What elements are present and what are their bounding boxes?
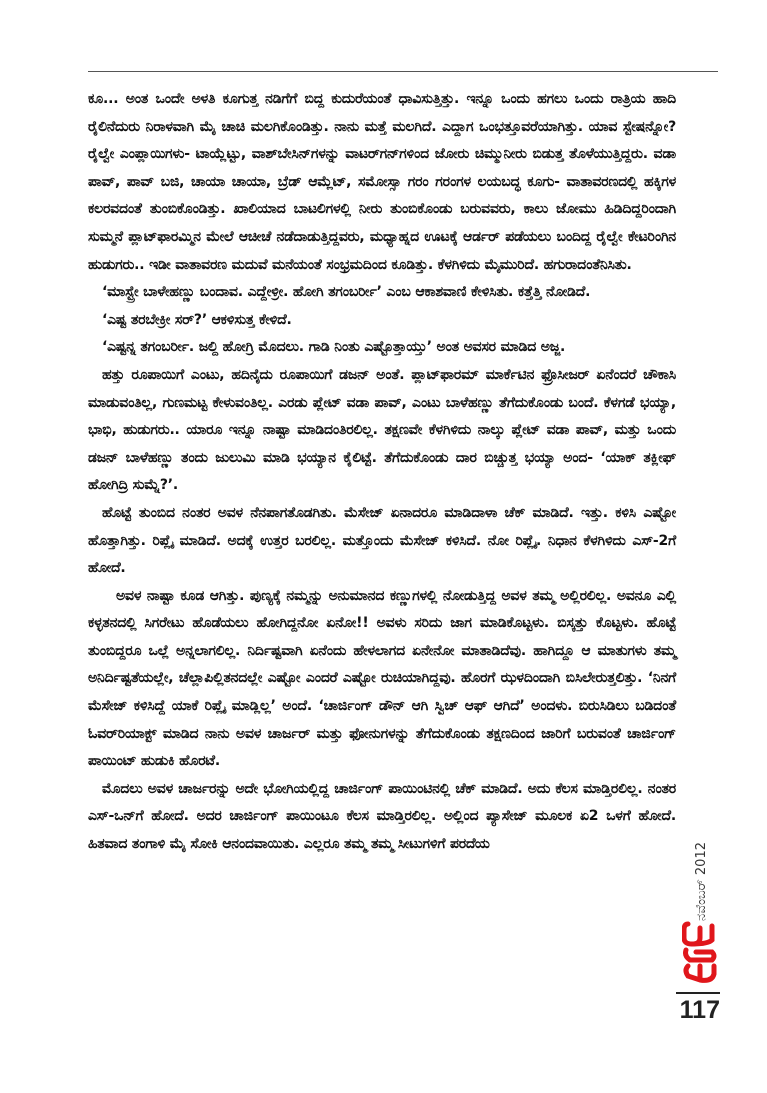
article-body [88,86,676,859]
magazine-logo-mark [682,920,720,986]
paragraph: ‘ಎಷ್ಟನ್ನ ತಗಂಬರ್ರೀ. ಜಲ್ದಿ ಹೋಗ್ರಿ ಮೊದಲು. ಗಾಡಿ ನಿಂತು ಎಷ್ಟೊತ್ತಾಯ್ತು’ ಅಂತ ಅವಸರ ಮಾಡಿದ ಅಜ್ಜ. [102,339,566,356]
paragraph: ಕೂ... ಅಂತ ಒಂದೇ ಅಳತಿ ಕೂಗುತ್ತ ನಡಿಗೆಗೆ ಬಿದ್ದ ಕುದುರೆಯಂತೆ ಧಾವಿಸುತ್ತಿತ್ತು. ಇನ್ನೂ ಒಂದು ಹಗಲು ಒಂದು ರಾತ್ರಿಯ ಹಾದಿ ರೈಲಿನೆದುರು ನಿರಾಳವಾಗಿ ಮೈ ಚಾಚಿ ಮಲಗಿಕೊಂಡಿತ್ತು. ನಾನು ಮತ್ತೆ ಮಲಗಿದೆ. ಎದ್ದಾಗ ಒಂಭತ್ತೂವರೆಯಾಗಿತ್ತು. ಯಾವ ಸ್ಟೇಷನ್ನೋ? ರೈಲ್ವೇ ಎಂಪ್ಲಾಯಿಗಳು- ಟಾಯ್ಲೆಟ್ಟು, ವಾಶ್‌ಬೇಸಿನ್‌ಗಳನ್ನು ವಾಟರ್‌ಗನ್‌ಗಳಿಂದ ಜೋರು ಚಿಮ್ಮುನೀರು ಬಿಡುತ್ತ ತೊಳೆಯುತ್ತಿದ್ದರು. ವಡಾ ಪಾವ್, ಪಾವ್ ಬಜಿ, ಚಾಯಾ ಚಾಯಾ, ಬ್ರೆಡ್ ಆಮ್ಲೆಟ್, ಸಮೋಸ್ಸಾ ಗರಂ ಗರಂಗಳ ಲಯಬದ್ಧ ಕೂಗು- ವಾತಾವರಣದಲ್ಲಿ ಹಕ್ಕಿಗಳ ಕಲರವದಂತೆ ತುಂಬಿಕೊಂಡಿತ್ತು. ಖಾಲಿಯಾದ ಬಾಟಲಿಗಳಲ್ಲಿ ನೀರು ತುಂಬಿಕೊಂಡು ಬರುವವರು, ಕಾಲು ಜೋಮು ಹಿಡಿದಿದ್ದರಿಂದಾಗಿ ಸುಮ್ಮನೆ ಪ್ಲಾಟ್‌ಫಾರಮ್ಮಿನ ಮೇಲೆ ಆಚೀಚೆ ನಡೆದಾಡುತ್ತಿದ್ದವರು, ಮಧ್ಯಾಹ್ನದ ಊಟಕ್ಕೆ ಆರ್ಡರ್ ಪಡೆಯಲು ಬಂದಿದ್ದ ರೈಲ್ವೇ ಕೇಟರಿಂಗಿನ ಹುಡುಗರು.. ಇಡೀ ವಾತಾವರಣ ಮದುವೆ ಮನೆಯಂತೆ ಸಂಭ್ರಮದಿಂದ ಕೂಡಿತ್ತು. ಕೆಳಗಿಳಿದು ಮೈಮುರಿದೆ. ಹಗುರಾದಂತೆನಿಸಿತು. [88,91,676,273]
magazine-logo [682,920,720,986]
paragraph: ಮೊದಲು ಅವಳ ಚಾರ್ಜರನ್ನು ಅದೇ ಭೋಗಿಯಲ್ಲಿದ್ದ ಚಾರ್ಜಿಂಗ್ ಪಾಯಿಂಟಿನಲ್ಲಿ ಚೆಕ್ ಮಾಡಿದೆ. ಅದು ಕೆಲಸ ಮಾಡ್ತಿರಲಿಲ್ಲ. ನಂತರ ಎಸ್-ಒನ್‌ಗೆ ಹೋದೆ. ಅದರ ಚಾರ್ಜಿಂಗ್ ಪಾಯಿಂಟೂ ಕೆಲಸ ಮಾಡ್ತಿರಲಿಲ್ಲ. ಅಲ್ಲಿಂದ ಪ್ಯಾಸೇಜ್ ಮೂಲಕ ಏ2 ಒಳಗೆ ಹೋದೆ. ಹಿತವಾದ ತಂಗಾಳಿ ಮೈ ಸೋಕಿ ಆನಂದವಾಯಿತು. ಎಲ್ಲರೂ ತಮ್ಮ ತಮ್ಮ ಸೀಟುಗಳಿಗೆ ಪರದೆಯ [88,780,676,853]
top-rule [88,71,718,72]
page-number: 117 [679,996,720,1024]
paragraph: ಹೊಟ್ಟೆ ತುಂಬಿದ ನಂತರ ಅವಳ ನೆನಪಾಗತೊಡಗಿತು. ಮೆಸೇಜ್ ಏನಾದರೂ ಮಾಡಿದಾಳಾ ಚೆಕ್ ಮಾಡಿದೆ. ಇತ್ತು. ಕಳಿಸಿ ಎಷ್ಟೋ ಹೊತ್ತಾಗಿತ್ತು. ರಿಪ್ಲೈ ಮಾಡಿದೆ. ಅದಕ್ಕೆ ಉತ್ತರ ಬರಲಿಲ್ಲ. ಮತ್ತೊಂದು ಮೆಸೇಜ್ ಕಳಿಸಿದೆ. ನೋ ರಿಪ್ಲೈ. ನಿಧಾನ ಕೆಳಗಿಳಿದು ಎಸ್-2ಗೆ ಹೋದೆ. [88,504,676,577]
paragraph: ‘ಮಾಸ್ಟ್ರೇ ಬಾಳೇಹಣ್ಣು ಬಂದಾವ. ಎದ್ದೇಳ್ರೀ. ಹೋಗಿ ತಗಂಬರ್ರೀ’ ಎಂಬ ಆಕಾಶವಾಣಿ ಕೇಳಿಸಿತು. ಕತ್ತೆತ್ತಿ ನೋಡಿದೆ. [102,284,591,301]
page-number-rule [676,992,720,994]
paragraph: ಅವಳ ನಾಷ್ಟಾ ಕೂಡ ಆಗಿತ್ತು. ಪುಣ್ಯಕ್ಕೆ ನಮ್ಮನ್ನು ಅನುಮಾನದ ಕಣ್ಣುಗಳಲ್ಲಿ ನೋಡುತ್ತಿದ್ದ ಅವಳ ತಮ್ಮ ಅಲ್ಲಿರಲಿಲ್ಲ. ಅವನೂ ಎಲ್ಲಿ ಕಳ್ಳತನದಲ್ಲಿ ಸಿಗರೇಟು ಹೊಡೆಯಲು ಹೋಗಿದ್ದನೋ ಏನೋ!! ಅವಳು ಸರಿದು ಜಾಗ ಮಾಡಿಕೊಟ್ಟಳು. ಬಿಸ್ಕತ್ತು ಕೊಟ್ಟಳು. ಹೊಟ್ಟೆ ತುಂಬಿದ್ದರೂ ಒಲ್ಲೆ ಅನ್ನಲಾಗಲಿಲ್ಲ. ನಿರ್ದಿಷ್ಟವಾಗಿ ಏನೆಂದು ಹೇಳಲಾಗದ ಏನೇನೋ ಮಾತಾಡಿದೆವು. ಹಾಗಿದ್ದೂ ಆ ಮಾತುಗಳು ತಮ್ಮ ಅನಿರ್ದಿಷ್ಟತೆಯಲ್ಲೇ, ಚೆಲ್ಲಾಪಿಲ್ಲಿತನದಲ್ಲೇ ಎಷ್ಟೋ ಎಂದರೆ ಎಷ್ಟೋ ರುಚಿಯಾಗಿದ್ದವು. ಹೊರಗೆ ಝಳದಿಂದಾಗಿ ಬಿಸಿಲೇರುತ್ತಲಿತ್ತು. ‘ನಿನಗೆ ಮೆಸೇಜ್ ಕಳಿಸಿದ್ದೆ ಯಾಕೆ ರಿಪ್ಲೈ ಮಾಡ್ಲಿಲ್ಲ’ ಅಂದೆ. ‘ಚಾರ್ಜಿಂಗ್ ಡೌನ್ ಆಗಿ ಸ್ವಿಚ್ ಆಫ್ ಆಗಿದೆ’ ಅಂದಳು. ಬಿರುಸಿಡಿಲು ಬಡಿದಂತೆ ಓವರ್‌ರಿಯಾಕ್ಟ್ ಮಾಡಿದ ನಾನು ಅವಳ ಚಾರ್ಜರ್ ಮತ್ತು ಫೋನುಗಳನ್ನು ತೆಗೆದುಕೊಂಡು ತಕ್ಷಣದಿಂದ ಜಾರಿಗೆ ಬರುವಂತೆ ಚಾರ್ಜಿಂಗ್ ಪಾಯಿಂಟ್ ಹುಡುಕಿ ಹೊರಟೆ. [88,587,676,770]
paragraph: ‘ಎಷ್ಟ ತರಬೇಕ್ರೀ ಸರ್?’ ಆಕಳಿಸುತ್ತ ಕೇಳಿದೆ. [102,311,292,328]
issue-date: ನವೆಂಬರ್ 2012 [694,842,709,921]
paragraph: ಹತ್ತು ರೂಪಾಯಿಗೆ ಎಂಟು, ಹದಿನೈದು ರೂಪಾಯಿಗೆ ಡಜನ್ ಅಂತೆ. ಪ್ಲಾಟ್‌ಫಾರಮ್ ಮಾರ್ಕೆಟಿನ ಫ್ರೊಸೀಜರ್ ಏನೆಂದರೆ ಚೌಕಾಸಿ ಮಾಡುವಂತಿಲ್ಲ, ಗುಣಮಟ್ಟ ಕೇಳುವಂತಿಲ್ಲ. ಎರಡು ಪ್ಲೇಟ್ ವಡಾ ಪಾವ್, ಎಂಟು ಬಾಳೆಹಣ್ಣು ತೆಗೆದುಕೊಂಡು ಬಂದೆ. ಕೆಳಗಡೆ ಭಯ್ಯಾ, ಭಾಭಿ, ಹುಡುಗರು.. ಯಾರೂ ಇನ್ನೂ ನಾಷ್ಟಾ ಮಾಡಿದಂತಿರಲಿಲ್ಲ. ತಕ್ಷಣವೇ ಕೆಳಗಿಳಿದು ನಾಲ್ಕು ಪ್ಲೇಟ್ ವಡಾ ಪಾವ್, ಮತ್ತು ಒಂದು ಡಜನ್ ಬಾಳೆಹಣ್ಣು ತಂದು ಜುಲುಮಿ ಮಾಡಿ ಭಯ್ಯಾನ ಕೈಲಿಟ್ಟೆ. ತೆಗೆದುಕೊಂಡು ದಾರ ಬಿಚ್ಚುತ್ತ ಭಯ್ಯಾ ಅಂದ- ‘ಯಾಕ್ ತಕ್ಲೀಫ್ ಹೋಗಿದ್ರಿ ಸುಮ್ನೆ?’. [88,366,676,494]
